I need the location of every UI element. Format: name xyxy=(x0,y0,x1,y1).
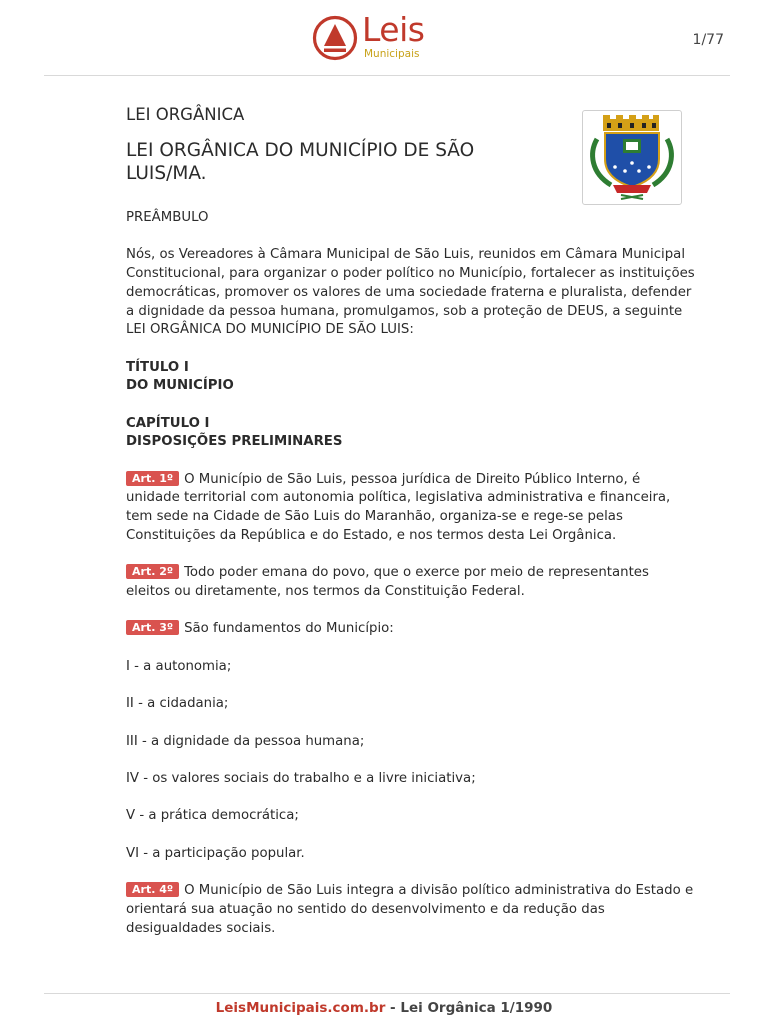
footer-site-link[interactable]: LeisMunicipais.com.br xyxy=(215,1000,386,1016)
fundamento-item: VI - a participação popular. xyxy=(126,845,305,861)
article-3-badge[interactable]: Art. 3º xyxy=(126,620,179,635)
document-type: LEI ORGÂNICA xyxy=(126,105,245,124)
header-divider xyxy=(44,75,730,76)
chapter-heading: CAPÍTULO I xyxy=(126,415,210,431)
article-1-text: O Município de São Luis, pessoa jurídica de Direito Público Interno, é unidade territorial com autonomia política, legislativa administrativa e financeira, tem sede na Cidade de São Luis do Maranhão, organiza-se e rege-se pelas Constituições da República e do Estado, e nos termos desta Lei Orgânica. xyxy=(126,471,671,543)
article-1-badge[interactable]: Art. 1º xyxy=(126,471,179,486)
page-header xyxy=(0,0,768,76)
page-indicator: 1/77 xyxy=(692,32,724,48)
article-4-text: O Município de São Luis integra a divisão político administrativa do Estado e orientará sua atuação no sentido do desenvolvimento e da redução das desigualdades sociais. xyxy=(126,883,694,936)
brand-word: Leis xyxy=(362,10,425,49)
fundamento-item: III - a dignidade da pessoa humana; xyxy=(126,733,365,749)
brand-logo[interactable] xyxy=(312,10,432,62)
footer-divider xyxy=(44,993,730,994)
scales-logo-icon xyxy=(312,15,358,61)
preamble-heading: PREÂMBULO xyxy=(126,210,209,225)
article-2-text: Todo poder emana do povo, que o exerce por meio de representantes eleitos ou diretamente, nos termos da Constituição Federal. xyxy=(126,565,649,599)
article-2 xyxy=(126,564,696,601)
article-3-text: São fundamentos do Município: xyxy=(184,621,394,637)
article-2-badge[interactable]: Art. 2º xyxy=(126,564,179,579)
article-3 xyxy=(126,620,696,639)
page-footer xyxy=(0,1000,768,1016)
title-heading: TÍTULO I xyxy=(126,359,189,375)
footer-doc-ref: Lei Orgânica 1/1990 xyxy=(400,1000,553,1016)
article-4-badge[interactable]: Art. 4º xyxy=(126,882,179,897)
fundamento-item: V - a prática democrática; xyxy=(126,808,299,824)
brand-sub: Municipais xyxy=(364,48,420,60)
chapter-name: DISPOSIÇÕES PRELIMINARES xyxy=(126,434,343,450)
fundamento-item: I - a autonomia; xyxy=(126,658,232,674)
article-4 xyxy=(126,882,696,938)
article-1 xyxy=(126,471,696,546)
brand-wordmark xyxy=(362,10,432,61)
document-title: LEI ORGÂNICA DO MUNICÍPIO DE SÃO LUIS/MA. xyxy=(126,140,475,184)
document-body xyxy=(126,104,696,938)
fundamento-item: IV - os valores sociais do trabalho e a livre iniciativa; xyxy=(126,770,476,786)
title-name: DO MUNICÍPIO xyxy=(126,378,234,394)
footer-separator: - xyxy=(385,1000,401,1016)
preamble-text: Nós, os Vereadores à Câmara Municipal de São Luis, reunidos em Câmara Municipal Constitucional, para organizar o poder político no Município, fortalecer as instituições democráticas, promover os valores de uma sociedade fraterna e pluralista, defender a dignidade da pessoa humana, promulgamos, sob a proteção de DEUS, a seguinte LEI ORGÂNICA DO MUNICÍPIO DE SÃO LUIS: xyxy=(126,247,695,338)
fundamento-item: II - a cidadania; xyxy=(126,696,229,712)
